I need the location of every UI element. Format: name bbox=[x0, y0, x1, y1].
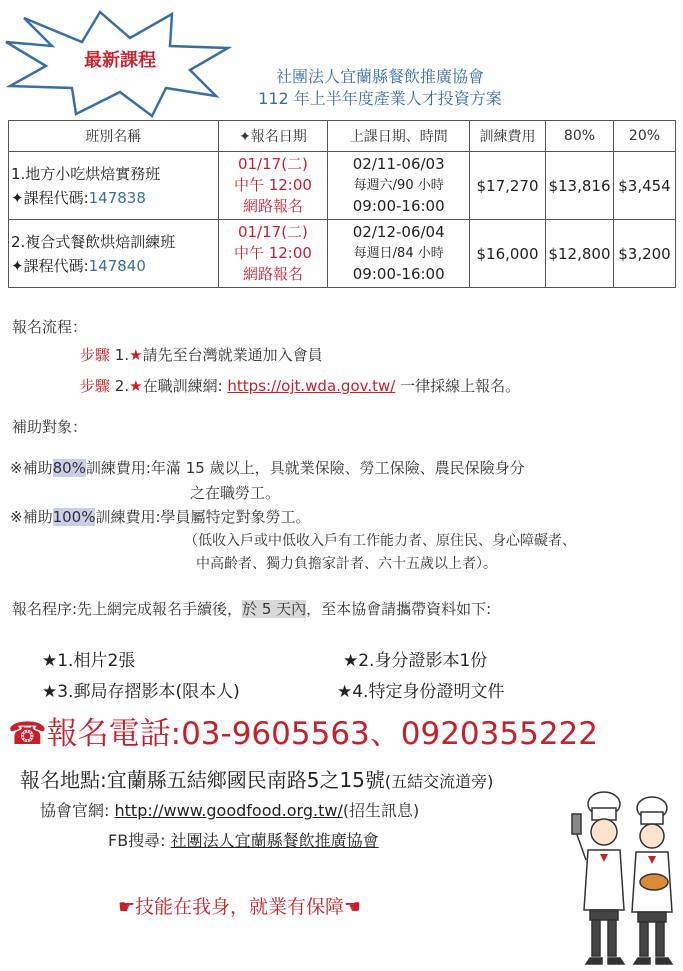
phone-line bbox=[8, 708, 598, 753]
step-2-num: 2. bbox=[114, 377, 130, 395]
reg-date-cell bbox=[218, 152, 328, 220]
subsidy-80-prefix: ※補助 bbox=[10, 459, 53, 477]
step-2-label: 步驟 bbox=[80, 377, 111, 395]
course-code: 147838 bbox=[88, 188, 146, 207]
reg-date-cell bbox=[218, 220, 328, 288]
step-1-num: 1. bbox=[114, 346, 130, 364]
col-header-class: 班別名稱 bbox=[9, 121, 219, 152]
subsidy-80-cont: 之在職勞工。 bbox=[190, 484, 281, 502]
fee-80-cell: $12,800 bbox=[545, 220, 613, 288]
reg-mode: 網路報名 bbox=[242, 197, 303, 215]
col-header-20: 20% bbox=[613, 121, 675, 152]
address-note: (五結交流道旁) bbox=[384, 772, 494, 791]
new-course-badge: 最新課程 bbox=[84, 50, 156, 71]
step-1-label: 步驟 bbox=[80, 346, 111, 364]
procedure-line bbox=[12, 598, 491, 619]
class-hours: 09:00-16:00 bbox=[352, 265, 445, 283]
subsidy-100-prefix: ※補助 bbox=[10, 508, 53, 526]
course-table bbox=[8, 120, 676, 288]
course-name: 1.地方小吃烘焙實務班 bbox=[11, 164, 161, 183]
step-2 bbox=[80, 375, 520, 396]
red-star-icon: ★ bbox=[129, 346, 143, 364]
doc-item: ★3.郵局存摺影本(限本人) bbox=[42, 682, 240, 702]
website-label: 協會官網: bbox=[40, 801, 110, 820]
process-heading: 報名流程： bbox=[12, 318, 88, 336]
chefs-illustration bbox=[570, 790, 682, 968]
red-star-icon: ★ bbox=[129, 377, 143, 395]
step-1-text: 請先至台灣就業通加入會員 bbox=[142, 346, 323, 364]
subsidy-heading: 補助對象： bbox=[12, 418, 88, 436]
table-header-row bbox=[9, 121, 676, 152]
reg-date: 01/17(二) bbox=[237, 223, 308, 241]
step-2-text: 在職訓練網: bbox=[142, 377, 223, 395]
col-header-reg-date: ✦報名日期 bbox=[218, 121, 328, 152]
fee-cell: $17,270 bbox=[470, 152, 546, 220]
subsidy-note-1: （低收入戶或中低收入戶有工作能力者、原住民、身心障礙者、 bbox=[184, 533, 576, 549]
header-title bbox=[150, 66, 610, 110]
procedure-after: ，至本協會請攜帶資料如下: bbox=[306, 600, 492, 618]
slogan: ☛技能在我身，就業有保障☚ bbox=[118, 896, 362, 918]
doc-item: ★1.相片2張 bbox=[42, 651, 136, 671]
phone-icon: ☎ bbox=[8, 716, 47, 752]
schedule-cell bbox=[328, 220, 470, 288]
website-link[interactable]: http://www.goodfood.org.tw/ bbox=[114, 801, 343, 820]
phone-text: 報名電話:03-9605563、0920355222 bbox=[46, 716, 598, 752]
subsidy-100-pct: 100% bbox=[52, 508, 96, 526]
table-row bbox=[9, 152, 676, 220]
fb-line bbox=[108, 828, 379, 851]
procedure-highlight: 於 5 天內 bbox=[242, 600, 307, 618]
step-1 bbox=[80, 344, 323, 365]
table-row bbox=[9, 220, 676, 288]
subsidy-100-line bbox=[10, 506, 311, 527]
reg-mode: 網路報名 bbox=[242, 265, 303, 283]
doc-item: ★4.特定身份證明文件 bbox=[337, 682, 505, 702]
fee-20-cell: $3,200 bbox=[613, 220, 675, 288]
fee-cell: $16,000 bbox=[470, 220, 546, 288]
reg-time: 中午 12:00 bbox=[233, 244, 312, 262]
fb-link[interactable]: 社團法人宜蘭縣餐飲推廣協會 bbox=[170, 831, 379, 850]
fee-80-cell: $13,816 bbox=[545, 152, 613, 220]
class-dates: 02/11-06/03 bbox=[352, 155, 445, 173]
course-name-cell bbox=[9, 152, 219, 220]
col-header-fee: 訓練費用 bbox=[470, 121, 546, 152]
course-code: 147840 bbox=[88, 256, 146, 275]
subsidy-80-text: 訓練費用:年滿 15 歲以上，具就業保險、勞工保險、農民保險身分 bbox=[85, 459, 525, 477]
col-header-schedule: 上課日期、時間 bbox=[328, 121, 470, 152]
schedule-cell bbox=[328, 152, 470, 220]
col-header-80: 80% bbox=[545, 121, 613, 152]
class-dates: 02/12-06/04 bbox=[352, 223, 445, 241]
doc-item: ★2.身分證影本1份 bbox=[343, 651, 488, 671]
course-code-label: ✦課程代碼: bbox=[11, 188, 89, 207]
class-frequency: 每週日/84 小時 bbox=[353, 246, 444, 261]
fee-20-cell: $3,454 bbox=[613, 152, 675, 220]
class-frequency: 每週六/90 小時 bbox=[353, 178, 444, 193]
plan-title: 112 年上半年度產業人才投資方案 bbox=[258, 89, 502, 108]
course-name: 2.複合式餐飲烘焙訓練班 bbox=[11, 232, 176, 251]
procedure-before: 報名程序:先上網完成報名手續後， bbox=[12, 600, 243, 618]
website-note: (招生訊息) bbox=[342, 801, 420, 820]
address-text: 報名地點:宜蘭縣五結鄉國民南路5之15號 bbox=[20, 768, 385, 792]
reg-date: 01/17(二) bbox=[237, 155, 308, 173]
reg-time: 中午 12:00 bbox=[233, 176, 312, 194]
subsidy-80-line bbox=[10, 457, 525, 478]
course-code-label: ✦課程代碼: bbox=[11, 256, 89, 275]
ojt-link[interactable]: https://ojt.wda.gov.tw/ bbox=[227, 377, 396, 395]
subsidy-80-pct: 80% bbox=[52, 459, 86, 477]
class-hours: 09:00-16:00 bbox=[352, 197, 445, 215]
course-name-cell bbox=[9, 220, 219, 288]
org-name: 社團法人宜蘭縣餐飲推廣協會 bbox=[275, 67, 484, 86]
fb-label: FB搜尋: bbox=[108, 831, 166, 850]
subsidy-note-2: 中高齡者、獨力負擔家計者、六十五歲以上者）。 bbox=[196, 556, 497, 572]
subsidy-100-text: 訓練費用:學員屬特定對象勞工。 bbox=[95, 508, 311, 526]
website-line bbox=[40, 798, 419, 821]
address-line bbox=[20, 764, 493, 793]
step-2-after: 一律採線上報名。 bbox=[400, 377, 521, 395]
